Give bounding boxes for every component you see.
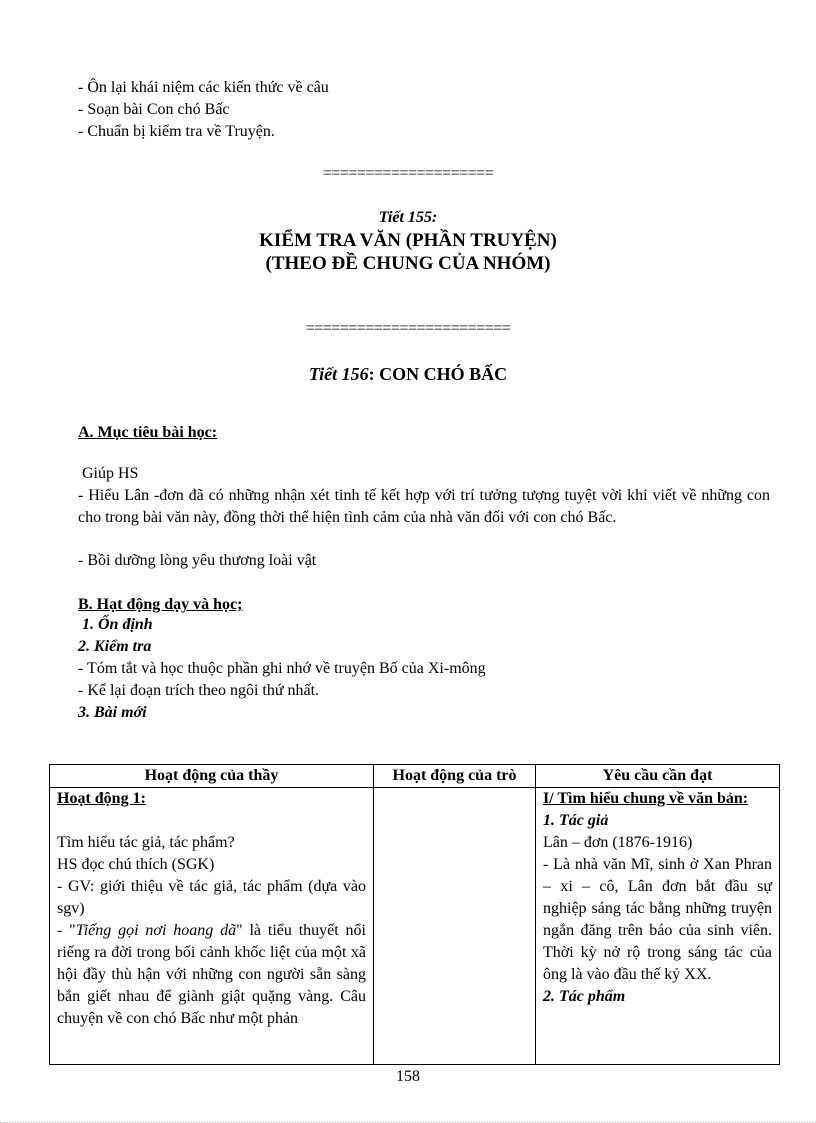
lesson-156-heading bbox=[0, 364, 816, 385]
teacher-cell bbox=[50, 788, 374, 1065]
novel-title: Tiếng gọi nơi hoang dã bbox=[75, 922, 237, 939]
intro-item-3: - Chuẩn bị kiểm tra về Truyện. bbox=[78, 123, 275, 140]
separator-2: ======================== bbox=[305, 320, 511, 337]
requirement-heading: I/ Tìm hiểu chung về văn bản: bbox=[543, 790, 749, 807]
section-b-check-1: - Tóm tắt và học thuộc phần ghi nhớ về truyện Bố của Xi-mông bbox=[78, 660, 486, 677]
separator-1: ==================== bbox=[322, 165, 494, 182]
requirement-cell bbox=[536, 788, 780, 1065]
teacher-activity-heading: Hoạt động 1: bbox=[57, 790, 146, 807]
section-b-step-2: 2. Kiểm tra bbox=[78, 638, 152, 655]
table-row bbox=[50, 788, 780, 1065]
table-header-row bbox=[50, 765, 780, 788]
lesson-156-label: Tiết 156 bbox=[308, 364, 369, 384]
teacher-line-2: HS đọc chú thích (SGK) bbox=[57, 856, 215, 873]
section-a-para-2: - Bồi dưỡng lòng yêu thương loài vật bbox=[78, 552, 317, 569]
section-b-step-3: 3. Bài mới bbox=[78, 704, 147, 721]
lesson-activity-table bbox=[49, 764, 780, 1065]
lesson-155-label: Tiết 155: bbox=[378, 209, 438, 226]
requirement-bio: - Là nhà văn Mĩ, sinh ở Xan Phran – xi – cô, Lân đơn bắt đầu sự nghiệp sáng tác bằng những truyện ngắn đăng trên báo của sinh viên. Thời kỳ nở rộ trong sáng tác của ông là vào đầu thế kỷ XX. bbox=[543, 856, 772, 983]
quote-open: - " bbox=[57, 922, 76, 939]
intro-item-2: - Soạn bài Con chó Bấc bbox=[78, 101, 230, 118]
student-cell bbox=[374, 788, 536, 1065]
requirement-sub-1: 1. Tác giả bbox=[543, 812, 609, 829]
teacher-paragraph-text: " là tiểu thuyết nổi riếng ra đời trong bối cảnh khốc liệt của một xã hội đầy thù hận với những con người sẵn sàng bắn giết nhau để giành giật quặng vàng. Câu chuyện về con chó Bấc như một phản bbox=[57, 922, 367, 1027]
teacher-paragraph bbox=[57, 920, 366, 1030]
requirement-author: Lân – đơn (1876-1916) bbox=[543, 834, 693, 851]
page-number: 158 bbox=[396, 1068, 420, 1085]
section-b-step-1: 1. Ổn định bbox=[82, 616, 153, 633]
section-b-check-2: - Kể lại đoạn trích theo ngôi thứ nhất. bbox=[78, 682, 320, 699]
requirement-sub-2: 2. Tác phẩm bbox=[543, 988, 626, 1005]
section-a-intro: Giúp HS bbox=[82, 465, 139, 482]
header-student: Hoạt động của trò bbox=[374, 765, 536, 788]
lesson-156-title: : CON CHÓ BẤC bbox=[368, 364, 508, 384]
section-b-heading: B. Hạt động dạy và học; bbox=[78, 596, 243, 613]
section-a-heading: A. Mục tiêu bài học: bbox=[78, 424, 218, 441]
header-teacher: Hoạt động của thầy bbox=[50, 765, 374, 788]
lesson-155-subtitle: (THEO ĐỀ CHUNG CỦA NHÓM) bbox=[265, 253, 551, 274]
intro-item-1: - Ôn lại khái niệm các kiến thức về câu bbox=[78, 79, 329, 96]
section-a-para-1: - Hiểu Lân -đơn đã có những nhận xét tinh tế kết hợp với trí tưởng tượng tuyệt vời khi viết về những con cho trong bài văn này, đồng thời thể hiện tình cảm của nhà văn đối với con chó Bấc. bbox=[78, 487, 770, 526]
teacher-line-3: - GV: giới thiệu về tác giả, tác phẩm (dựa vào sgv) bbox=[57, 878, 366, 917]
teacher-line-1: Tìm hiểu tác giả, tác phẩm? bbox=[57, 834, 235, 851]
header-requirement: Yêu cầu cần đạt bbox=[536, 765, 780, 788]
lesson-155-title: KIỂM TRA VĂN (PHẦN TRUYỆN) bbox=[259, 230, 557, 251]
